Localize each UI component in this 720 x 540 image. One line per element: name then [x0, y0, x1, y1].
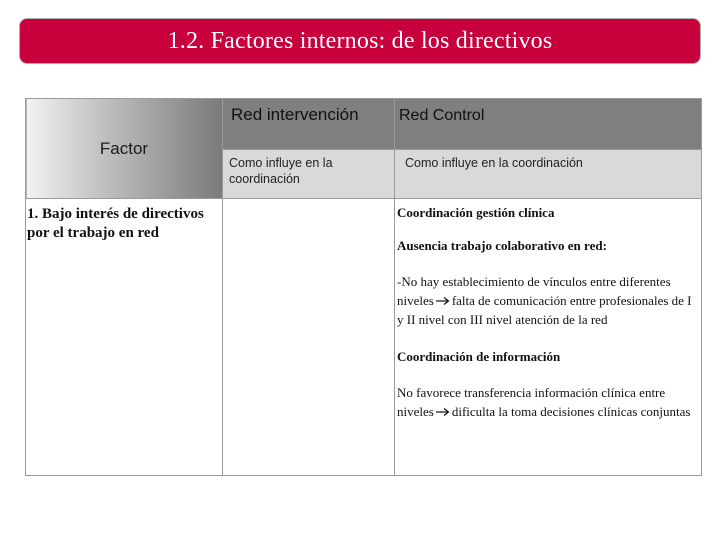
paragraph-transferencia-a: No favorece transferencia información clínica entre niveles: [397, 385, 666, 419]
control-cell: [395, 199, 702, 476]
factors-table: [25, 98, 702, 476]
control-description: [395, 199, 701, 422]
right-arrow-icon: [436, 404, 450, 423]
red-intervencion-header: Red intervención: [231, 105, 359, 124]
factor-header: Factor: [99, 138, 149, 158]
table-row: [26, 199, 702, 476]
header-row: [26, 99, 702, 150]
red-intervencion-header-cell: [223, 99, 395, 150]
red-control-header: Red Control: [399, 107, 485, 124]
title-banner: [20, 19, 700, 63]
paragraph-vinculos: [397, 273, 695, 330]
page-title: 1.2. Factores internos: de los directivos: [167, 27, 553, 54]
sub-intervencion: Como influye en la coordinación: [229, 156, 333, 186]
heading-ausencia-trabajo: Ausencia trabajo colaborativo en red:: [397, 237, 607, 253]
intervencion-cell: [223, 199, 395, 476]
heading-coordinacion-gestion: Coordinación gestión clínica: [397, 205, 555, 220]
heading-coordinacion-informacion: Coordinación de información: [397, 348, 561, 364]
red-control-header-cell: [395, 99, 702, 150]
sub-control: Como influye en la coordinación: [405, 156, 583, 170]
sub-intervencion-cell: [223, 150, 395, 199]
sub-control-cell: [395, 150, 702, 199]
right-arrow-icon: [436, 293, 450, 312]
paragraph-vinculos-b: falta de comunicación entre profesionales de I y II nivel con III nivel atención de la red: [397, 292, 692, 327]
factor-cell: [26, 199, 223, 476]
paragraph-vinculos-a: -No hay establecimiento de vínculos entre diferentes niveles: [397, 274, 671, 308]
paragraph-transferencia-b: dificulta la toma decisiones clínicas conjuntas: [451, 403, 691, 419]
factor-header-cell: [26, 99, 223, 199]
factor-1: 1. Bajo interés de directivos por el trabajo en red: [27, 206, 204, 241]
paragraph-transferencia: [397, 384, 695, 422]
